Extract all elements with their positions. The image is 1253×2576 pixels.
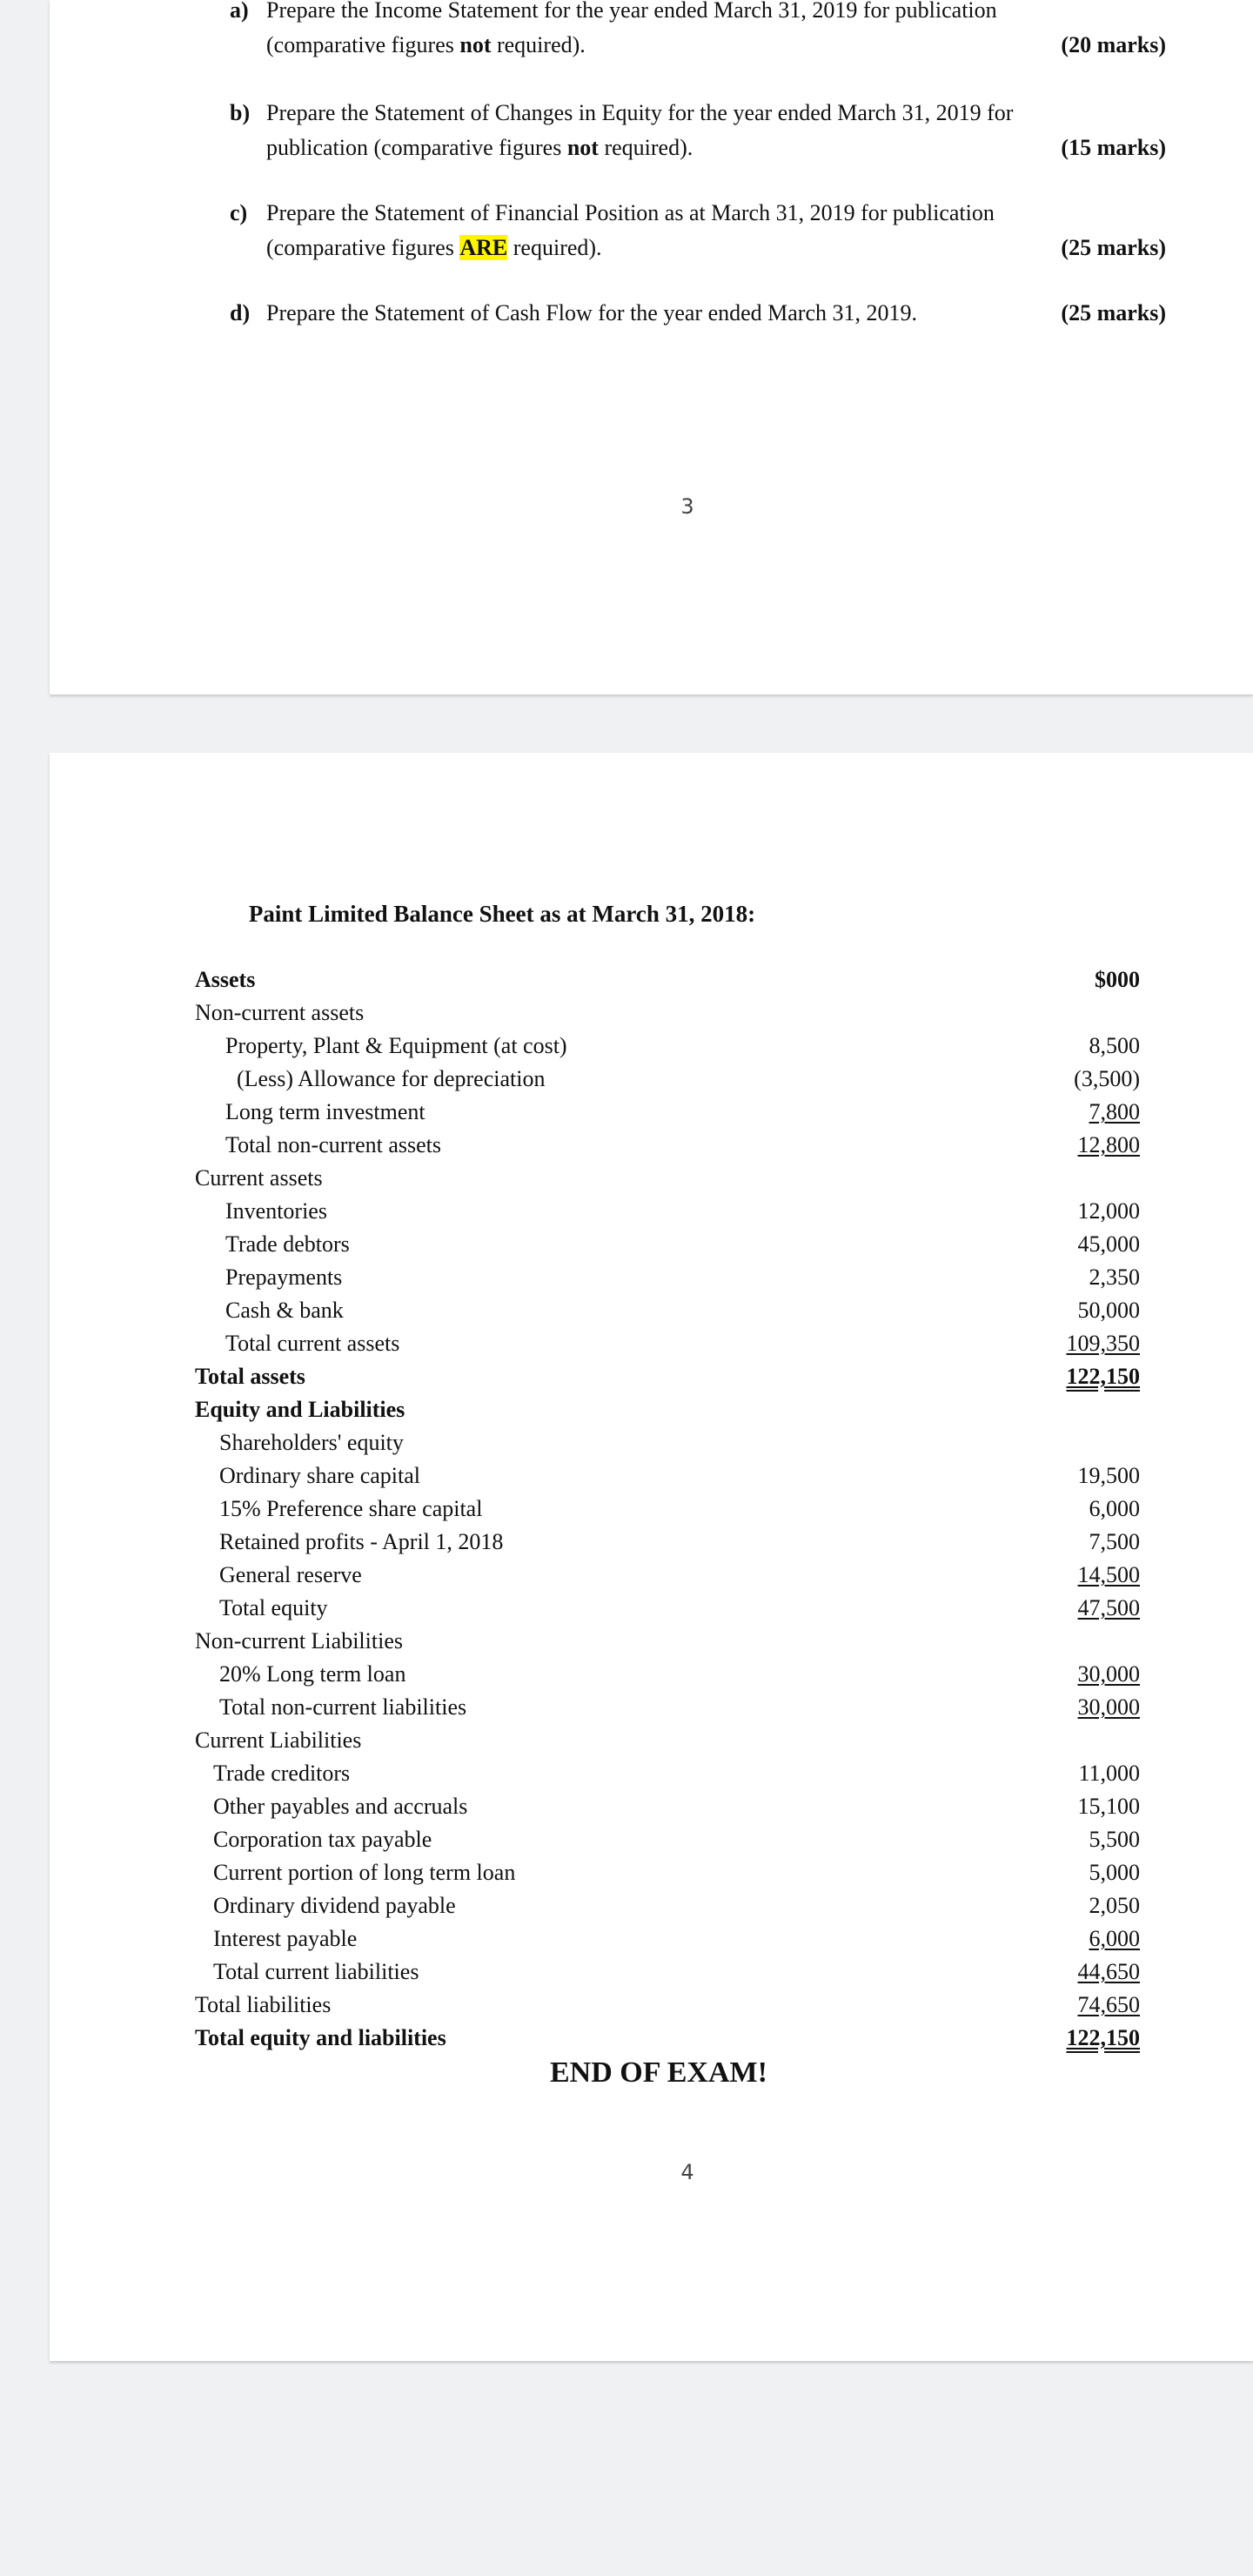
table-row — [195, 1360, 1152, 1393]
table-row — [195, 1294, 1152, 1327]
row-amount: 122,150 — [1066, 1364, 1140, 1389]
row-label: General reserve — [219, 1562, 362, 1587]
row-label: Interest payable — [213, 1926, 358, 1951]
row-label: Other payables and accruals — [213, 1794, 468, 1819]
document-page-3 — [50, 0, 1253, 694]
row-amount: 7,800 — [1089, 1099, 1140, 1124]
table-row — [195, 1658, 1152, 1691]
question-line: required). — [507, 235, 602, 260]
row-label: Retained profits - April 1, 2018 — [219, 1529, 504, 1554]
table-row — [195, 1493, 1152, 1526]
table-row — [195, 1526, 1152, 1559]
row-label: (Less) Allowance for depreciation — [237, 1066, 546, 1091]
row-label: 20% Long term loan — [219, 1661, 406, 1687]
row-label: Ordinary dividend payable — [213, 1893, 456, 1918]
table-row — [195, 1063, 1152, 1096]
row-label: Property, Plant & Equipment (at cost) — [225, 1033, 567, 1058]
row-label: Total equity and liabilities — [195, 2025, 446, 2050]
row-label: Assets — [195, 967, 256, 992]
table-row — [195, 963, 1152, 996]
question-line: Prepare the Income Statement for the year ended March 31, 2019 for publication — [266, 0, 997, 23]
row-label: Corporation tax payable — [213, 1827, 432, 1852]
row-amount: 8,500 — [1089, 1033, 1140, 1058]
table-row — [195, 1757, 1152, 1790]
question-line: publication (comparative figures — [266, 135, 567, 160]
row-amount: $000 — [1095, 967, 1140, 992]
table-row — [195, 1790, 1152, 1823]
row-label: Trade debtors — [225, 1231, 350, 1257]
question-line: (comparative figures — [266, 32, 460, 57]
row-amount: 5,500 — [1089, 1827, 1140, 1852]
highlighted-emphasis: ARE — [459, 235, 508, 260]
table-row — [195, 1856, 1152, 1889]
table-row — [195, 1459, 1152, 1493]
row-label: Total non-current assets — [225, 1132, 441, 1157]
row-amount: 6,000 — [1089, 1496, 1140, 1521]
question-marks: (25 marks) — [1061, 235, 1166, 260]
question-letter: a) — [230, 0, 249, 23]
table-row — [195, 1955, 1152, 1989]
row-amount: 19,500 — [1077, 1463, 1140, 1488]
row-label: Non-current Liabilities — [195, 1628, 403, 1654]
table-row — [195, 2022, 1152, 2055]
row-label: Shareholders' equity — [219, 1430, 404, 1455]
row-label: Total liabilities — [195, 1992, 332, 2017]
row-amount: 109,350 — [1066, 1331, 1140, 1356]
row-label: Prepayments — [225, 1265, 343, 1290]
table-row — [195, 1989, 1152, 2022]
question-marks: (15 marks) — [1061, 135, 1166, 160]
row-label: Total equity — [219, 1595, 328, 1620]
table-row — [195, 1823, 1152, 1856]
table-row — [195, 1030, 1152, 1063]
table-row — [195, 1162, 1152, 1195]
row-label: Current Liabilities — [195, 1727, 362, 1753]
row-amount: 11,000 — [1078, 1761, 1140, 1786]
table-row — [195, 1228, 1152, 1261]
row-amount: 30,000 — [1077, 1694, 1140, 1720]
question-line: (comparative figures — [266, 235, 460, 260]
end-of-exam-text: END OF EXAM! — [550, 2056, 767, 2089]
table-row — [195, 1559, 1152, 1592]
row-label: Total current assets — [225, 1331, 400, 1356]
row-amount: 14,500 — [1077, 1562, 1140, 1587]
table-row — [195, 1096, 1152, 1129]
balance-sheet-title: Paint Limited Balance Sheet as at March 31, 2018: — [248, 901, 756, 927]
question-marks: (25 marks) — [1061, 300, 1166, 325]
table-row — [195, 1724, 1152, 1757]
question-letter: d) — [230, 300, 251, 325]
question-letter: b) — [230, 100, 251, 125]
table-row — [195, 1426, 1152, 1459]
row-amount: 12,000 — [1077, 1198, 1140, 1224]
document-page-4 — [50, 753, 1253, 2361]
row-label: 15% Preference share capital — [219, 1496, 483, 1521]
row-amount: 30,000 — [1077, 1661, 1140, 1687]
row-label: Total assets — [195, 1364, 305, 1389]
row-label: Total current liabilities — [213, 1959, 419, 1984]
balance-sheet-table — [195, 753, 1152, 2058]
row-label: Trade creditors — [213, 1761, 351, 1786]
table-row — [195, 1691, 1152, 1724]
table-row — [195, 1625, 1152, 1658]
question-line: Prepare the Statement of Cash Flow for the year ended March 31, 2019. — [266, 300, 918, 325]
question-letter: c) — [230, 200, 248, 225]
row-label: Non-current assets — [195, 1000, 365, 1025]
row-amount: 15,100 — [1077, 1794, 1140, 1819]
row-amount: 45,000 — [1077, 1231, 1140, 1257]
row-amount: 7,500 — [1089, 1529, 1140, 1554]
row-amount: 44,650 — [1077, 1959, 1140, 1984]
row-amount: 74,650 — [1077, 1992, 1140, 2017]
row-amount: 12,800 — [1077, 1132, 1140, 1157]
page-number: 4 — [680, 2160, 694, 2184]
page-number: 3 — [680, 494, 694, 519]
row-label: Equity and Liabilities — [195, 1397, 405, 1422]
row-label: Long term investment — [225, 1099, 425, 1124]
table-row — [195, 1592, 1152, 1625]
question-line: Prepare the Statement of Changes in Equity for the year ended March 31, 2019 for — [266, 100, 1014, 125]
row-amount: 5,000 — [1089, 1860, 1140, 1885]
question-emphasis: not — [566, 135, 599, 160]
row-label: Total non-current liabilities — [219, 1694, 467, 1720]
question-marks: (20 marks) — [1061, 32, 1166, 57]
row-amount: (3,500) — [1074, 1066, 1140, 1091]
row-amount: 122,150 — [1066, 2025, 1140, 2050]
row-amount: 2,350 — [1089, 1265, 1140, 1290]
table-row — [195, 1327, 1152, 1360]
row-amount: 47,500 — [1077, 1595, 1140, 1620]
row-label: Cash & bank — [225, 1298, 344, 1323]
row-amount: 50,000 — [1077, 1298, 1140, 1323]
row-amount: 2,050 — [1089, 1893, 1140, 1918]
table-row — [195, 1261, 1152, 1294]
row-label: Current portion of long term loan — [213, 1860, 516, 1885]
row-label: Current assets — [195, 1165, 323, 1191]
question-emphasis: not — [459, 32, 492, 57]
table-row — [195, 996, 1152, 1030]
question-line: required). — [491, 32, 586, 57]
table-row — [195, 1889, 1152, 1922]
row-label: Inventories — [225, 1198, 327, 1224]
table-row — [195, 1393, 1152, 1426]
row-label: Ordinary share capital — [219, 1463, 421, 1488]
question-line: Prepare the Statement of Financial Position as at March 31, 2019 for publication — [266, 200, 995, 225]
question-line: required). — [598, 135, 694, 160]
table-row — [195, 1129, 1152, 1162]
table-row — [195, 1195, 1152, 1228]
row-amount: 6,000 — [1089, 1926, 1140, 1951]
table-row — [195, 1922, 1152, 1955]
